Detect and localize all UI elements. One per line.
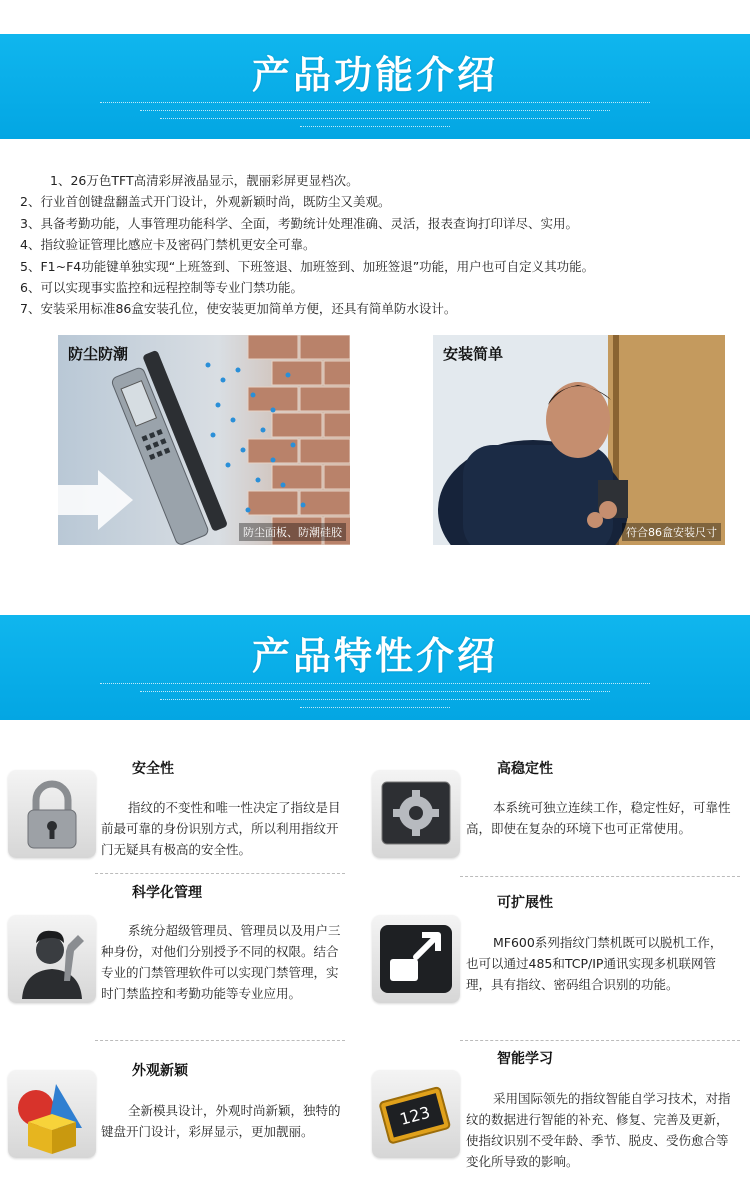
feature-title: 外观新颖	[132, 1063, 188, 1079]
feature-text: 指纹的不变性和唯一性决定了指纹是目前最可靠的身份识别方式，所以利用指纹开门无疑具有极高的安全性。	[101, 800, 341, 857]
divider	[95, 873, 345, 874]
divider	[95, 1040, 345, 1041]
svg-text:123: 123	[397, 1102, 433, 1129]
characteristics-banner	[0, 615, 750, 720]
gear-icon	[372, 770, 460, 858]
banner-decoration	[160, 118, 590, 120]
banner-decoration	[160, 699, 590, 701]
banner-decoration	[300, 126, 450, 128]
list-item: 2、行业首创键盘翻盖式开门设计，外观新颖时尚，既防尘又美观。	[20, 194, 391, 210]
feature-text: 全新模具设计，外观时尚新颖，独特的键盘开门设计，彩屏显示，更加靓丽。	[101, 1103, 341, 1139]
banner-decoration	[300, 707, 450, 709]
list-item: 7、安装采用标准86盒安装孔位，使安装更加简单方便，还具有简单防水设计。	[20, 301, 457, 317]
banner-decoration	[140, 110, 610, 112]
list-item: 4、指纹验证管理比感应卡及密码门禁机更安全可靠。	[20, 237, 316, 253]
feature-title: 科学化管理	[132, 885, 202, 901]
photo-caption: 防尘面板、防潮硅胶	[239, 523, 346, 541]
feature-text: 采用国际领先的指纹智能自学习技术，对指纹的数据进行智能的补充、修复、完善及更新，使指纹识别不受年龄、季节、脱皮、受伤愈合等变化所导致的影响。	[466, 1091, 731, 1169]
feature-title: 安全性	[132, 761, 174, 777]
list-item: 1、26万色TFT高清彩屏液晶显示，靓丽彩屏更显档次。	[50, 173, 359, 188]
photo-label: 安装简单	[443, 345, 504, 363]
3d-shapes-icon	[8, 1070, 96, 1158]
admin-user-icon	[8, 915, 96, 1003]
list-item: 5、F1~F4功能键单独实现“上班签到、下班签退、加班签到、加班签退”功能，用户也可自定义其功能。	[20, 258, 595, 274]
banner-decoration	[100, 102, 650, 104]
divider	[460, 1040, 740, 1041]
feature-title: 可扩展性	[497, 895, 553, 911]
section-title: 产品功能介绍	[251, 53, 498, 97]
feature-text: 系统分超级管理员、管理员以及用户三种身份，对他们分别授予不同的权限。结合专业的门禁管理软件可以实现门禁管理，实时门禁监控和考勤功能等专业应用。	[101, 923, 341, 1001]
padlock-icon	[8, 770, 96, 858]
photo-caption: 符合86盒安装尺寸	[622, 523, 721, 541]
feature-title: 高稳定性	[497, 761, 553, 777]
photo-label: 防尘防潮	[68, 345, 129, 363]
dustproof-photo	[58, 335, 350, 545]
installation-illustration	[433, 335, 725, 545]
function-list	[20, 170, 740, 320]
section-title: 产品特性介绍	[251, 634, 498, 678]
expand-arrow-icon	[372, 915, 460, 1003]
list-item: 3、具备考勤功能，人事管理功能科学、全面，考勤统计处理准确、灵活，报表查询打印详尽、实用。	[20, 215, 578, 231]
feature-title: 智能学习	[497, 1051, 553, 1067]
list-item: 6、可以实现事实监控和远程控制等专业门禁功能。	[20, 279, 303, 295]
banner-decoration	[100, 683, 650, 685]
feature-text: MF600系列指纹门禁机既可以脱机工作，也可以通过485和TCP/IP通讯实现多机联网管理，具有指纹、密码组合识别的功能。	[466, 935, 723, 992]
installation-photo	[433, 335, 725, 545]
banner-decoration	[140, 691, 610, 693]
feature-text: 本系统可独立连续工作，稳定性好，可靠性高，即使在复杂的环境下也可正常使用。	[466, 800, 731, 836]
feature-intro-banner	[0, 34, 750, 139]
dustproof-illustration	[58, 335, 350, 545]
divider	[460, 876, 740, 877]
chalkboard-123-icon	[372, 1070, 460, 1158]
